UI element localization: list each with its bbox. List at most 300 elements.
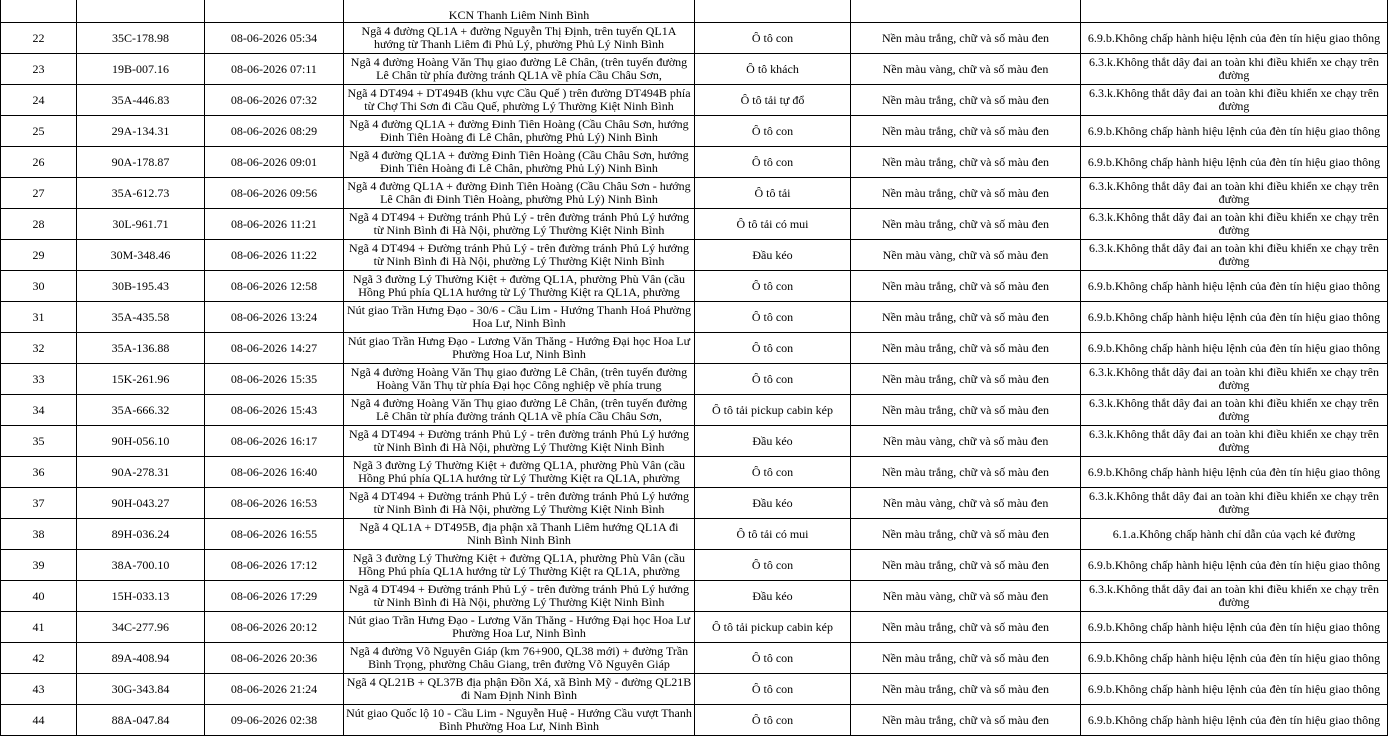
cell-plate (77, 581, 205, 612)
cell-location-text: Ngã 4 DT494 + Đường tránh Phủ Lý - trên đường tránh Phủ Lý hướng từ Ninh Bình đi Hà Nội, phường Lý Thường Kiệt Ninh Bình (349, 211, 689, 237)
cell-plate-color-text: Nền màu trắng, chữ và số màu đen (881, 620, 1050, 634)
cell-violation (1081, 0, 1388, 23)
cell-location-text: Ngã 4 đường QL1A + đường Đinh Tiên Hoàng (Cầu Châu Sơn, hướng Đinh Tiên Hoàng đi Lê Chân, phường Phủ Lý) Ninh Bình (349, 118, 689, 144)
cell-violation-text: 6.9.b.Không chấp hành hiệu lệnh của đèn tín hiệu giao thông (1087, 682, 1381, 696)
cell-location-text: Ngã 4 DT494 + Đường tránh Phủ Lý - trên đường tránh Phủ Lý hướng từ Ninh Bình đi Hà Nội, phường Lý Thường Kiệt Ninh Bình (349, 583, 689, 609)
cell-vehicle (695, 209, 851, 240)
cell-time (205, 488, 344, 519)
cell-plate (77, 364, 205, 395)
table-body (1, 0, 1388, 736)
cell-stt-text: 36 (32, 465, 45, 479)
cell-location-text: Ngã 4 DT494 + Đường tránh Phủ Lý - trên đường tránh Phủ Lý hướng từ Ninh Bình đi Hà Nội, phường Lý Thường Kiệt Ninh Bình (349, 490, 689, 516)
cell-vehicle-text: Ô tô con (751, 682, 794, 696)
cell-violation-text: 6.3.k.Không thắt dây đai an toàn khi điều khiển xe chạy trên đường (1089, 428, 1379, 454)
cell-location-text: Nút giao Trần Hưng Đạo - Lương Văn Thăng - Hướng Đại học Hoa Lư Phường Hoa Lư, Ninh Bình (347, 614, 691, 640)
cell-stt-text: 27 (32, 186, 45, 200)
cell-plate (77, 612, 205, 643)
cell-stt-text: 29 (32, 248, 45, 262)
cell-plate (77, 147, 205, 178)
cell-violation-text: 6.3.k.Không thắt dây đai an toàn khi điều khiển xe chạy trên đường (1089, 87, 1379, 113)
cell-plate-color-text: Nền màu trắng, chữ và số màu đen (881, 93, 1050, 107)
cell-time-text: 08-06-2026 07:32 (230, 93, 318, 107)
cell-violation-text: 6.3.k.Không thắt dây đai an toàn khi điều khiển xe chạy trên đường (1089, 366, 1379, 392)
cell-time (205, 457, 344, 488)
cell-violation-text: 6.3.k.Không thắt dây đai an toàn khi điều khiển xe chạy trên đường (1089, 490, 1379, 516)
cell-stt (1, 581, 77, 612)
cell-location-text: Ngã 3 đường Lý Thường Kiệt + đường QL1A, phường Phù Vân (cầu Hồng Phú phía QL1A hướng từ Lý Thường Kiệt ra QL1A, phường (352, 273, 686, 299)
cell-violation (1081, 674, 1388, 705)
cell-plate-color (851, 705, 1081, 736)
cell-plate-color (851, 85, 1081, 116)
cell-stt (1, 147, 77, 178)
cell-stt (1, 395, 77, 426)
cell-plate-color (851, 395, 1081, 426)
table-row (1, 209, 1388, 240)
cell-stt (1, 674, 77, 705)
cell-plate (77, 23, 205, 54)
cell-time-text: 08-06-2026 15:35 (230, 372, 318, 386)
cell-vehicle-text: Ô tô con (751, 558, 794, 572)
cell-plate-color-text: Nền màu vàng, chữ và số màu đen (882, 434, 1049, 448)
cell-vehicle-text: Ô tô con (751, 341, 794, 355)
cell-plate-text: 89H-036.24 (111, 527, 170, 541)
cell-stt-text: 28 (32, 217, 45, 231)
cell-time-text: 08-06-2026 16:17 (230, 434, 318, 448)
cell-plate-color (851, 457, 1081, 488)
cell-plate-text: 30B-195.43 (112, 279, 169, 293)
cell-location (344, 85, 695, 116)
cell-location (344, 643, 695, 674)
cell-location-text: Ngã 4 đường Võ Nguyên Giáp (km 76+900, QL38 mới) + đường Trần Bình Trọng, phường Châu Giang, trên đường Võ Nguyên Giáp (349, 645, 689, 671)
cell-plate-color-text: Nền màu trắng, chữ và số màu đen (881, 124, 1050, 138)
cell-plate-text: 30M-348.46 (110, 248, 171, 262)
cell-location-text: Ngã 4 đường Hoàng Văn Thụ giao đường Lê Chân, (trên tuyến đường Lê Chân từ phía đường tránh QL1A về phía Cầu Châu Sơn, (350, 397, 688, 423)
cell-violation (1081, 519, 1388, 550)
cell-location-text: Ngã 4 QL1A + DT495B, địa phận xã Thanh Liêm hướng QL1A đi Ninh Bình Ninh Bình (359, 521, 679, 547)
cell-location (344, 147, 695, 178)
cell-plate (77, 0, 205, 23)
cell-vehicle (695, 643, 851, 674)
cell-time-text: 08-06-2026 17:29 (230, 589, 318, 603)
cell-plate-color-text: Nền màu trắng, chữ và số màu đen (881, 155, 1050, 169)
cell-location (344, 674, 695, 705)
cell-vehicle-text: Ô tô con (751, 279, 794, 293)
cell-plate (77, 302, 205, 333)
cell-plate (77, 54, 205, 85)
cell-location (344, 333, 695, 364)
cell-time (205, 426, 344, 457)
cell-stt (1, 426, 77, 457)
table-row (1, 426, 1388, 457)
cell-plate-color (851, 116, 1081, 147)
cell-time (205, 674, 344, 705)
cell-stt-text: 41 (32, 620, 45, 634)
cell-time (205, 333, 344, 364)
cell-time (205, 147, 344, 178)
cell-plate-color-text: Nền màu vàng, chữ và số màu đen (882, 62, 1049, 76)
cell-time (205, 302, 344, 333)
cell-stt (1, 643, 77, 674)
cell-location (344, 178, 695, 209)
cell-vehicle-text: Đầu kéo (752, 496, 793, 510)
cell-vehicle (695, 488, 851, 519)
table-row (1, 147, 1388, 178)
cell-plate-color (851, 581, 1081, 612)
cell-vehicle (695, 426, 851, 457)
cell-location-text: Nút giao Trần Hưng Đạo - Lương Văn Thăng - Hướng Đại học Hoa Lư Phường Hoa Lư, Ninh Bình (347, 335, 691, 361)
cell-violation-text: 6.9.b.Không chấp hành hiệu lệnh của đèn tín hiệu giao thông (1087, 124, 1381, 138)
cell-plate-text: 90H-056.10 (111, 434, 170, 448)
cell-plate (77, 178, 205, 209)
cell-plate-color-text: Nền màu vàng, chữ và số màu đen (882, 496, 1049, 510)
cell-plate-color-text: Nền màu trắng, chữ và số màu đen (881, 403, 1050, 417)
cell-vehicle-text: Ô tô tải pickup cabin kép (712, 620, 833, 634)
cell-violation-text: 6.3.k.Không thắt dây đai an toàn khi điều khiển xe chạy trên đường (1089, 397, 1379, 423)
cell-plate-text: 90A-278.31 (111, 465, 170, 479)
cell-time-text: 08-06-2026 07:11 (231, 62, 317, 76)
cell-stt-text: 30 (32, 279, 45, 293)
cell-plate (77, 333, 205, 364)
cell-stt-text: 22 (32, 31, 45, 45)
cell-plate-color-text: Nền màu trắng, chữ và số màu đen (881, 465, 1050, 479)
cell-plate-text: 29A-134.31 (111, 124, 170, 138)
cell-stt (1, 0, 77, 23)
cell-vehicle (695, 333, 851, 364)
cell-plate-color (851, 364, 1081, 395)
cell-time (205, 271, 344, 302)
cell-plate-color (851, 0, 1081, 23)
cell-vehicle-text: Ô tô con (751, 155, 794, 169)
cell-plate-color-text: Nền màu trắng, chữ và số màu đen (881, 217, 1050, 231)
table-row (1, 364, 1388, 395)
cell-plate-color (851, 209, 1081, 240)
cell-vehicle-text: Ô tô khách (746, 62, 799, 76)
cell-plate-color (851, 550, 1081, 581)
cell-time-text: 08-06-2026 21:24 (230, 682, 318, 696)
cell-plate-text: 19B-007.16 (112, 62, 169, 76)
cell-vehicle-text: Ô tô con (751, 465, 794, 479)
cell-plate-color (851, 333, 1081, 364)
cell-time (205, 85, 344, 116)
cell-location (344, 302, 695, 333)
cell-violation (1081, 116, 1388, 147)
cell-vehicle (695, 147, 851, 178)
cell-plate (77, 705, 205, 736)
cell-vehicle (695, 581, 851, 612)
cell-time (205, 550, 344, 581)
cell-plate-color-text: Nền màu trắng, chữ và số màu đen (881, 31, 1050, 45)
cell-vehicle-text: Ô tô con (751, 31, 794, 45)
cell-plate-color-text: Nền màu trắng, chữ và số màu đen (881, 558, 1050, 572)
table-row (1, 302, 1388, 333)
cell-plate-color-text: Nền màu trắng, chữ và số màu đen (881, 713, 1050, 727)
cell-violation (1081, 54, 1388, 85)
cell-plate-color (851, 240, 1081, 271)
cell-plate-text: 30L-961.71 (112, 217, 169, 231)
cell-violation-text: 6.9.b.Không chấp hành hiệu lệnh của đèn tín hiệu giao thông (1087, 279, 1381, 293)
cell-vehicle-text: Ô tô con (751, 372, 794, 386)
cell-plate-text: 89A-408.94 (111, 651, 170, 665)
cell-plate (77, 550, 205, 581)
cell-location (344, 395, 695, 426)
cell-stt-text: 39 (32, 558, 45, 572)
table-row (1, 85, 1388, 116)
cell-plate (77, 457, 205, 488)
cell-violation (1081, 488, 1388, 519)
table-row-partial (1, 0, 1388, 23)
cell-location-text: Ngã 4 DT494 + Đường tránh Phủ Lý - trên đường tránh Phủ Lý hướng từ Ninh Bình đi Hà Nội, phường Lý Thường Kiệt Ninh Bình (349, 242, 689, 268)
cell-time (205, 519, 344, 550)
cell-stt (1, 271, 77, 302)
cell-vehicle (695, 85, 851, 116)
cell-plate (77, 209, 205, 240)
cell-stt (1, 364, 77, 395)
cell-violation-text: 6.3.k.Không thắt dây đai an toàn khi điều khiển xe chạy trên đường (1089, 180, 1379, 206)
cell-violation (1081, 147, 1388, 178)
cell-vehicle-text: Đầu kéo (752, 248, 793, 262)
cell-stt (1, 519, 77, 550)
cell-time-text: 08-06-2026 12:58 (230, 279, 318, 293)
cell-time (205, 0, 344, 23)
cell-plate-color (851, 23, 1081, 54)
cell-plate (77, 643, 205, 674)
cell-time-text: 08-06-2026 09:56 (230, 186, 318, 200)
table-row (1, 519, 1388, 550)
cell-time-text: 08-06-2026 08:29 (230, 124, 318, 138)
cell-plate-color (851, 612, 1081, 643)
cell-plate (77, 395, 205, 426)
cell-plate-color-text: Nền màu trắng, chữ và số màu đen (881, 682, 1050, 696)
cell-stt-text: 33 (32, 372, 45, 386)
cell-time (205, 178, 344, 209)
cell-plate (77, 674, 205, 705)
cell-stt (1, 178, 77, 209)
cell-stt (1, 333, 77, 364)
cell-stt-text: 32 (32, 341, 45, 355)
cell-violation (1081, 85, 1388, 116)
cell-plate (77, 271, 205, 302)
cell-violation (1081, 612, 1388, 643)
cell-location (344, 488, 695, 519)
cell-location (344, 209, 695, 240)
cell-plate (77, 240, 205, 271)
cell-violation (1081, 705, 1388, 736)
cell-vehicle-text: Ô tô tải có mui (736, 217, 809, 231)
cell-violation (1081, 364, 1388, 395)
cell-stt-text: 44 (32, 713, 45, 727)
cell-plate (77, 426, 205, 457)
cell-vehicle (695, 705, 851, 736)
cell-violation (1081, 550, 1388, 581)
partial-location-text: KCN Thanh Liêm Ninh Bình (448, 8, 590, 22)
cell-location (344, 426, 695, 457)
cell-time-text: 08-06-2026 20:36 (230, 651, 318, 665)
cell-stt (1, 302, 77, 333)
cell-plate-color (851, 674, 1081, 705)
cell-time-text: 08-06-2026 13:24 (230, 310, 318, 324)
cell-time-text: 08-06-2026 15:43 (230, 403, 318, 417)
cell-vehicle (695, 178, 851, 209)
cell-plate-text: 35A-136.88 (111, 341, 170, 355)
table-row (1, 333, 1388, 364)
cell-time (205, 364, 344, 395)
cell-stt (1, 54, 77, 85)
cell-vehicle (695, 0, 851, 23)
cell-plate-text: 15H-033.13 (111, 589, 170, 603)
cell-location-text: Ngã 4 đường Hoàng Văn Thụ giao đường Lê Chân, (trên tuyến đường Lê Chân từ phía đường tránh QL1A về phía Cầu Châu Sơn, (350, 56, 688, 82)
table-row (1, 705, 1388, 736)
cell-stt-text: 40 (32, 589, 45, 603)
cell-stt (1, 612, 77, 643)
cell-stt (1, 705, 77, 736)
cell-vehicle-text: Ô tô tải có mui (736, 527, 809, 541)
cell-stt (1, 23, 77, 54)
table-row (1, 612, 1388, 643)
cell-location-text: Nút giao Quốc lộ 10 - Cầu Lim - Nguyễn Huệ - Hướng Cầu vượt Thanh Bình Phường Hoa Lư, Ninh Bình (346, 707, 692, 733)
table-row (1, 457, 1388, 488)
cell-plate-text: 88A-047.84 (111, 713, 170, 727)
cell-violation-text: 6.3.k.Không thắt dây đai an toàn khi điều khiển xe chạy trên đường (1089, 56, 1379, 82)
table-row (1, 643, 1388, 674)
cell-plate-color-text: Nền màu trắng, chữ và số màu đen (881, 372, 1050, 386)
cell-location-text: Ngã 4 DT494 + DT494B (khu vực Cầu Quế ) trên đường DT494B phía từ Chợ Thi Sơn đi Cầu Quế, phường Lý Thường Kiệt Ninh Bình (347, 87, 691, 113)
table-row (1, 54, 1388, 85)
cell-plate-color-text: Nền màu vàng, chữ và số màu đen (882, 248, 1049, 262)
cell-plate-text: 38A-700.10 (111, 558, 170, 572)
cell-time-text: 08-06-2026 11:22 (231, 248, 317, 262)
cell-stt-text: 38 (32, 527, 45, 541)
cell-vehicle (695, 519, 851, 550)
cell-violation-text: 6.9.b.Không chấp hành hiệu lệnh của đèn tín hiệu giao thông (1087, 558, 1381, 572)
cell-violation-text: 6.9.b.Không chấp hành hiệu lệnh của đèn tín hiệu giao thông (1087, 341, 1381, 355)
table-row (1, 674, 1388, 705)
cell-time-text: 08-06-2026 11:21 (231, 217, 317, 231)
cell-time (205, 581, 344, 612)
cell-vehicle (695, 23, 851, 54)
cell-stt (1, 457, 77, 488)
cell-vehicle-text: Ô tô con (751, 310, 794, 324)
cell-vehicle-text: Ô tô con (751, 651, 794, 665)
cell-location (344, 457, 695, 488)
cell-time (205, 23, 344, 54)
table-row (1, 240, 1388, 271)
cell-plate-color-text: Nền màu trắng, chữ và số màu đen (881, 279, 1050, 293)
table-row (1, 178, 1388, 209)
cell-stt (1, 209, 77, 240)
cell-plate (77, 519, 205, 550)
cell-vehicle-text: Ô tô con (751, 124, 794, 138)
cell-violation (1081, 395, 1388, 426)
cell-plate-color (851, 643, 1081, 674)
cell-vehicle (695, 116, 851, 147)
cell-violation (1081, 240, 1388, 271)
cell-location (344, 519, 695, 550)
cell-vehicle-text: Ô tô con (751, 713, 794, 727)
cell-time-text: 08-06-2026 16:53 (230, 496, 318, 510)
cell-violation-text: 6.9.b.Không chấp hành hiệu lệnh của đèn tín hiệu giao thông (1087, 155, 1381, 169)
cell-plate-color (851, 54, 1081, 85)
cell-stt-text: 42 (32, 651, 45, 665)
cell-plate-text: 35A-446.83 (111, 93, 170, 107)
cell-violation (1081, 581, 1388, 612)
cell-stt (1, 116, 77, 147)
cell-violation-text: 6.3.k.Không thắt dây đai an toàn khi điều khiển xe chạy trên đường (1089, 211, 1379, 237)
cell-vehicle (695, 54, 851, 85)
cell-location (344, 705, 695, 736)
cell-plate-text: 35A-666.32 (111, 403, 170, 417)
cell-plate-text: 15K-261.96 (111, 372, 170, 386)
cell-location (344, 54, 695, 85)
cell-violation (1081, 643, 1388, 674)
cell-time-text: 08-06-2026 09:01 (230, 155, 318, 169)
cell-location-text: Ngã 4 đường QL1A + đường Nguyễn Thị Định, trên tuyến QL1A hướng từ Thanh Liêm đi Phủ Lý, phường Phủ Lý Ninh Bình (361, 25, 677, 51)
table-row (1, 116, 1388, 147)
cell-time-text: 09-06-2026 02:38 (230, 713, 318, 727)
cell-vehicle-text: Đầu kéo (752, 589, 793, 603)
cell-violation-text: 6.9.b.Không chấp hành hiệu lệnh của đèn tín hiệu giao thông (1087, 310, 1381, 324)
cell-violation-text: 6.3.k.Không thắt dây đai an toàn khi điều khiển xe chạy trên đường (1089, 242, 1379, 268)
cell-plate-color (851, 271, 1081, 302)
cell-location (344, 581, 695, 612)
cell-location-text: Ngã 4 đường Hoàng Văn Thụ giao đường Lê Chân, (trên tuyến đường Hoàng Văn Thụ từ phía Đại học Công nghiệp về phía trung (350, 366, 688, 392)
cell-plate-text: 35C-178.98 (112, 31, 169, 45)
cell-plate-color-text: Nền màu vàng, chữ và số màu đen (882, 589, 1049, 603)
cell-plate-color-text: Nền màu trắng, chữ và số màu đen (881, 527, 1050, 541)
cell-location (344, 116, 695, 147)
cell-plate-color-text: Nền màu trắng, chữ và số màu đen (881, 651, 1050, 665)
cell-violation (1081, 23, 1388, 54)
cell-plate-color (851, 178, 1081, 209)
cell-stt-text: 37 (32, 496, 45, 510)
cell-plate-color (851, 302, 1081, 333)
cell-vehicle (695, 364, 851, 395)
table-row (1, 395, 1388, 426)
cell-time-text: 08-06-2026 05:34 (230, 31, 318, 45)
cell-plate-color (851, 519, 1081, 550)
cell-plate-text: 34C-277.96 (112, 620, 169, 634)
cell-stt (1, 488, 77, 519)
cell-location (344, 612, 695, 643)
cell-location (344, 23, 695, 54)
cell-violation (1081, 271, 1388, 302)
cell-vehicle (695, 457, 851, 488)
cell-time (205, 54, 344, 85)
cell-violation (1081, 209, 1388, 240)
table-row (1, 23, 1388, 54)
cell-violation-text: 6.9.b.Không chấp hành hiệu lệnh của đèn tín hiệu giao thông (1087, 620, 1381, 634)
cell-plate-color-text: Nền màu trắng, chữ và số màu đen (881, 341, 1050, 355)
cell-plate-text: 90H-043.27 (111, 496, 170, 510)
cell-location (344, 364, 695, 395)
cell-time (205, 612, 344, 643)
cell-time (205, 705, 344, 736)
table-row (1, 271, 1388, 302)
cell-vehicle-text: Ô tô tải tự đổ (740, 93, 805, 107)
cell-location-text: Ngã 4 đường QL1A + đường Đinh Tiên Hoàng (Cầu Châu Sơn - hướng Lê Chân đi Đinh Tiên Hoàng, phường Phủ Lý) Ninh Bình (347, 180, 691, 206)
cell-violation (1081, 178, 1388, 209)
cell-violation-text: 6.9.b.Không chấp hành hiệu lệnh của đèn tín hiệu giao thông (1087, 651, 1381, 665)
cell-stt-text: 23 (32, 62, 45, 76)
cell-violation-text: 6.1.a.Không chấp hành chỉ dẫn của vạch kẻ đường (1112, 527, 1356, 541)
cell-vehicle (695, 674, 851, 705)
cell-time (205, 240, 344, 271)
cell-stt-text: 43 (32, 682, 45, 696)
cell-plate-text: 90A-178.87 (111, 155, 170, 169)
cell-location (344, 550, 695, 581)
cell-location-text: Ngã 4 DT494 + Đường tránh Phủ Lý - trên đường tránh Phủ Lý hướng từ Ninh Bình đi Hà Nội, phường Lý Thường Kiệt Ninh Bình (349, 428, 689, 454)
cell-vehicle (695, 240, 851, 271)
cell-location (344, 240, 695, 271)
